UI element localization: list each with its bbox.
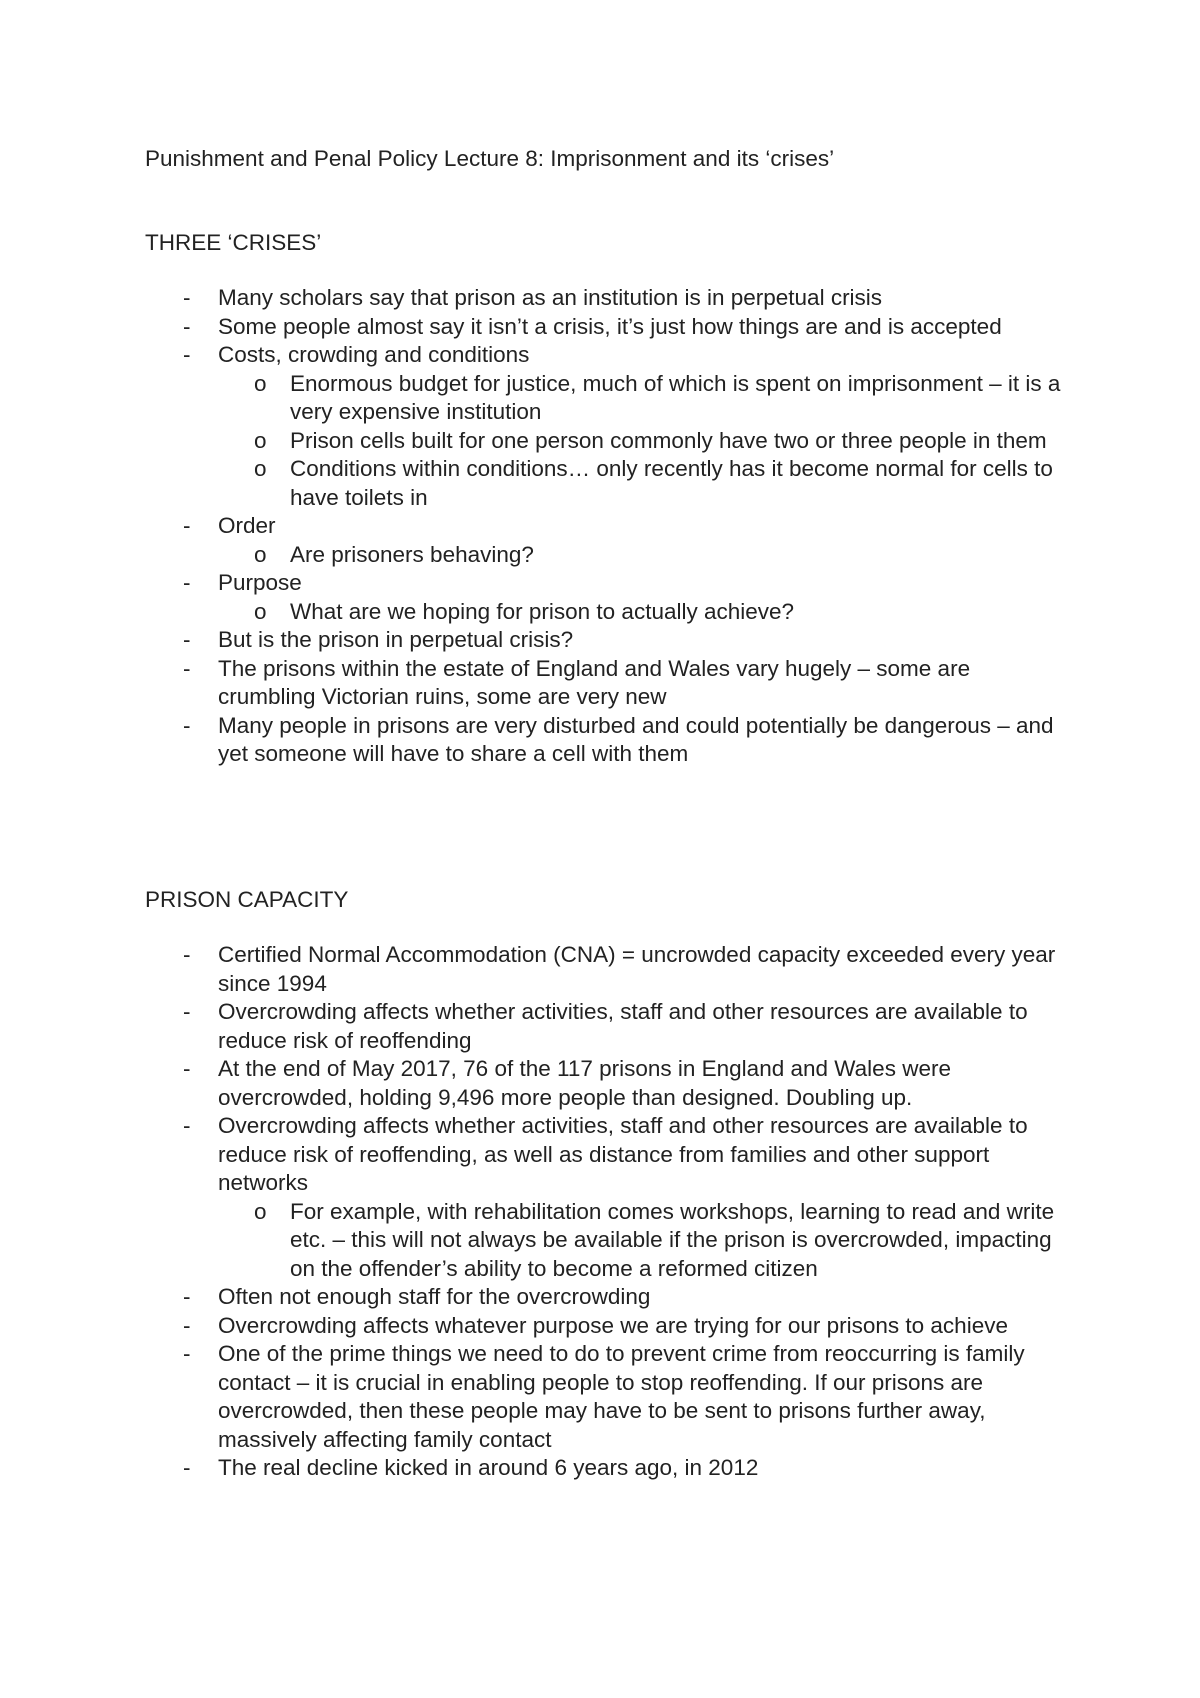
list-item-text: Some people almost say it isn’t a crisis, it’s just how things are and is accepted bbox=[218, 313, 1002, 339]
dash-bullet: - bbox=[183, 942, 191, 967]
dash-bullet: - bbox=[183, 1056, 191, 1081]
sub-list-item bbox=[0, 541, 1200, 570]
sub-list-item-text: Are prisoners behaving? bbox=[290, 541, 534, 567]
sub-list-item-text: Conditions within conditions… only recently has it become normal for cells to have toilets in bbox=[290, 456, 1053, 510]
list-item bbox=[0, 1055, 1200, 1112]
dash-bullet: - bbox=[183, 1113, 191, 1138]
list-item-text: At the end of May 2017, 76 of the 117 prisons in England and Wales were overcrowded, holding 9,496 more people than designed. Doubling up. bbox=[218, 1056, 951, 1110]
list-item bbox=[0, 1283, 1200, 1312]
section-list-three-crises bbox=[0, 284, 1200, 769]
sub-list-item-text: For example, with rehabilitation comes workshops, learning to read and write etc. – this will not always be available if the prison is overcrowded, impacting on the offender’s ability to become a reformed citizen bbox=[290, 1198, 1055, 1281]
list-item bbox=[0, 712, 1200, 769]
list-item bbox=[0, 1112, 1200, 1198]
dash-bullet: - bbox=[183, 1312, 191, 1338]
list-item bbox=[0, 626, 1200, 655]
document-title: Punishment and Penal Policy Lecture 8: Imprisonment and its ‘crises’ bbox=[145, 146, 835, 171]
section-heading-prison-capacity: PRISON CAPACITY bbox=[145, 887, 349, 912]
dash-bullet: - bbox=[183, 513, 191, 538]
dash-bullet: - bbox=[183, 1341, 191, 1366]
circle-bullet: o bbox=[254, 541, 267, 567]
circle-bullet: o bbox=[254, 598, 267, 624]
dash-bullet: - bbox=[183, 999, 191, 1024]
list-item-text: But is the prison in perpetual crisis? bbox=[218, 627, 574, 652]
sub-list-item bbox=[0, 427, 1200, 456]
circle-bullet: o bbox=[254, 456, 267, 481]
list-item bbox=[0, 655, 1200, 712]
list-item-text: Certified Normal Accommodation (CNA) = uncrowded capacity exceeded every year since 1994 bbox=[218, 942, 1056, 996]
list-item-text: Overcrowding affects whether activities, staff and other resources are available to reduce risk of reoffending bbox=[218, 999, 1028, 1053]
dash-bullet: - bbox=[183, 342, 191, 367]
circle-bullet: o bbox=[254, 370, 267, 396]
list-item bbox=[0, 941, 1200, 998]
list-item bbox=[0, 1340, 1200, 1454]
list-item bbox=[0, 1312, 1200, 1341]
list-item bbox=[0, 1454, 1200, 1483]
list-item-text: The real decline kicked in around 6 years ago, in 2012 bbox=[218, 1455, 759, 1480]
list-item-text: Overcrowding affects whether activities, staff and other resources are available to reduce risk of reoffending, as well as distance from families and other support networks bbox=[218, 1113, 1028, 1195]
list-item-text: Many people in prisons are very disturbed and could potentially be dangerous – and yet someone will have to share a cell with them bbox=[218, 712, 1054, 766]
list-item-text: Purpose bbox=[218, 570, 302, 595]
list-item-text: Often not enough staff for the overcrowding bbox=[218, 1284, 651, 1309]
sub-list-item-text: Prison cells built for one person commonly have two or three people in them bbox=[290, 427, 1047, 453]
list-item-text: One of the prime things we need to do to prevent crime from reoccurring is family contact – it is crucial in enabling people to stop reoffending. If our prisons are overcrowded, then these people may have to be sent to prisons further away, massively affecting family contact bbox=[218, 1341, 1025, 1452]
list-item bbox=[0, 284, 1200, 313]
sub-list-item bbox=[0, 598, 1200, 627]
circle-bullet: o bbox=[254, 1198, 267, 1224]
list-item bbox=[0, 569, 1200, 598]
sub-list-item bbox=[0, 455, 1200, 512]
dash-bullet: - bbox=[183, 1455, 191, 1480]
list-item-text: Costs, crowding and conditions bbox=[218, 342, 530, 367]
sub-list-item bbox=[0, 1198, 1200, 1284]
dash-bullet: - bbox=[183, 313, 191, 339]
dash-bullet: - bbox=[183, 570, 191, 595]
circle-bullet: o bbox=[254, 427, 267, 453]
section-heading-three-crises: THREE ‘CRISES’ bbox=[145, 230, 322, 255]
list-item bbox=[0, 998, 1200, 1055]
sub-list-item-text: What are we hoping for prison to actually achieve? bbox=[290, 598, 795, 624]
list-item-text: Overcrowding affects whatever purpose we are trying for our prisons to achieve bbox=[218, 1312, 1008, 1338]
section-list-prison-capacity bbox=[0, 941, 1200, 1483]
list-item bbox=[0, 313, 1200, 342]
dash-bullet: - bbox=[183, 655, 191, 681]
dash-bullet: - bbox=[183, 712, 191, 738]
dash-bullet: - bbox=[183, 1284, 191, 1309]
dash-bullet: - bbox=[183, 285, 191, 310]
sub-list-item-text: Enormous budget for justice, much of which is spent on imprisonment – it is a very expensive institution bbox=[290, 370, 1061, 424]
dash-bullet: - bbox=[183, 627, 191, 652]
sub-list-item bbox=[0, 370, 1200, 427]
list-item-text: The prisons within the estate of England and Wales vary hugely – some are crumbling Victorian ruins, some are very new bbox=[218, 655, 971, 709]
list-item bbox=[0, 512, 1200, 541]
list-item-text: Many scholars say that prison as an institution is in perpetual crisis bbox=[218, 285, 883, 310]
list-item bbox=[0, 341, 1200, 370]
list-item-text: Order bbox=[218, 513, 276, 538]
